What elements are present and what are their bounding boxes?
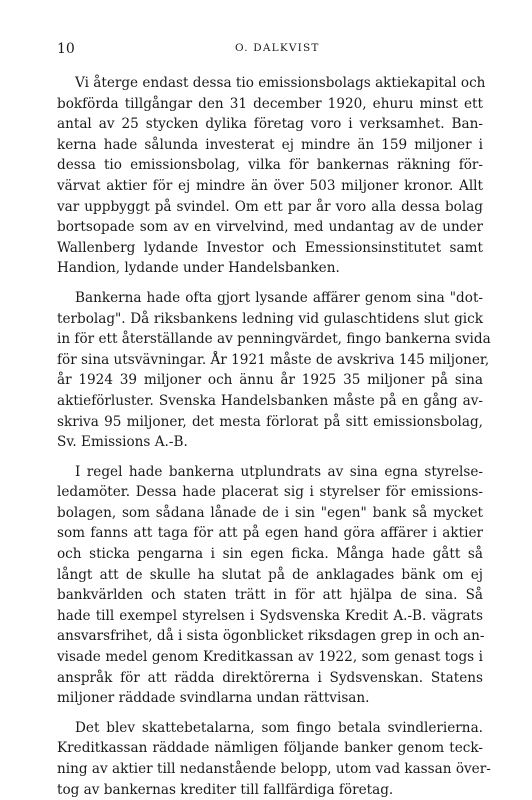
- text-line: långt att de skulle ha slutat på de anklagades bänk om ej: [57, 566, 483, 583]
- text-line: aktieförluster. Svenska Handelsbanken måste på en gång av-: [57, 392, 483, 409]
- text-line: och sticka pengarna i sin egen ficka. Många hade gått så: [57, 546, 483, 563]
- text-line: I regel hade bankerna utplundrats av sina egna styrelse-: [75, 463, 483, 480]
- text-line: var uppbyggt på svindel. Om ett par år voro alla dessa bolag: [57, 198, 483, 215]
- text-line: bortsopade som av en virvelvind, med undantag av de under: [57, 219, 483, 236]
- body-text: [57, 73, 491, 800]
- text-line: Handion, lydande under Handelsbanken.: [57, 260, 340, 277]
- text-line: anspråk för att rädda direktörerna i Sydsvenskan. Statens: [57, 669, 483, 686]
- text-line: bolagen, som sådana lånade de i sin "egen" bank så mycket: [57, 504, 483, 521]
- text-line: värvat aktier för ej mindre än över 503 miljoner kronor. Allt: [57, 177, 483, 194]
- text-line: dessa tio emissionsbolag, vilka för bankernas räkning för-: [57, 157, 483, 174]
- paragraph: [57, 718, 491, 800]
- text-line: Kreditkassan räddade nämligen följande banker genom teck-: [57, 740, 483, 757]
- text-line: hade till exempel styrelsen i Sydsvenska Kredit A.-B. vägrats: [57, 607, 483, 624]
- text-line: år 1924 39 miljoner och ännu år 1925 35 miljoner på sina: [57, 372, 483, 389]
- text-line: visade medel genom Kreditkassan av 1922, som genast togs i: [57, 649, 483, 666]
- paragraph: [57, 288, 491, 453]
- text-line: Bankerna hade ofta gjort lysande affärer genom sina "dot-: [75, 289, 483, 306]
- page-header: [57, 41, 483, 57]
- text-line: miljoner räddade svindlarna undan rättvisan.: [57, 690, 370, 707]
- text-line: bokförda tillgångar den 31 december 1920, ehuru minst ett: [57, 95, 483, 112]
- text-line: som fanns att taga för att på egen hand göra affärer i aktier: [57, 525, 483, 542]
- text-line: terbolag". Då riksbankens ledning vid gulaschtidens slut gick: [57, 310, 483, 327]
- text-line: Vi återge endast dessa tio emissionsbolags aktiekapital och: [75, 75, 486, 91]
- text-line: tog av bankernas krediter till fallfärdiga företag.: [57, 781, 394, 798]
- page-number: 10: [57, 41, 75, 57]
- text-line: Sv. Emissions A.-B.: [57, 434, 188, 451]
- text-line: antal av 25 stycken dylika företag voro i verksamhet. Ban-: [57, 116, 483, 133]
- text-line: skriva 95 miljoner, det mesta förlorat på sitt emissionsbolag,: [57, 413, 483, 430]
- text-line: Wallenberg lydande Investor och Emessionsinstitutet samt: [57, 239, 483, 256]
- text-line: för sina utsvävningar. År 1921 måste de avskriva 145 miljoner,: [57, 351, 490, 368]
- text-line: ansvarsfrihet, då i sista ögonblicket riksdagen grep in och an-: [57, 628, 485, 645]
- text-line: kerna hade sålunda investerat ej mindre än 159 miljoner i: [57, 136, 483, 153]
- text-line: in för ett återställande av penningvärdet, fingo bankerna svida: [57, 331, 491, 348]
- running-head: O. DALKVIST: [235, 42, 320, 54]
- text-line: Det blev skattebetalarna, som fingo betala svindlerierna.: [75, 719, 483, 736]
- text-line: ledamöter. Dessa hade placerat sig i styrelser för emissions-: [57, 484, 483, 501]
- paragraph: [57, 73, 486, 279]
- text-line: bankvärlden och staten trätt in för att hjälpa de sina. Så: [57, 587, 483, 604]
- paragraph: [57, 462, 483, 709]
- text-line: ning av aktier till nedanstående belopp, utom vad kassan över-: [57, 761, 491, 777]
